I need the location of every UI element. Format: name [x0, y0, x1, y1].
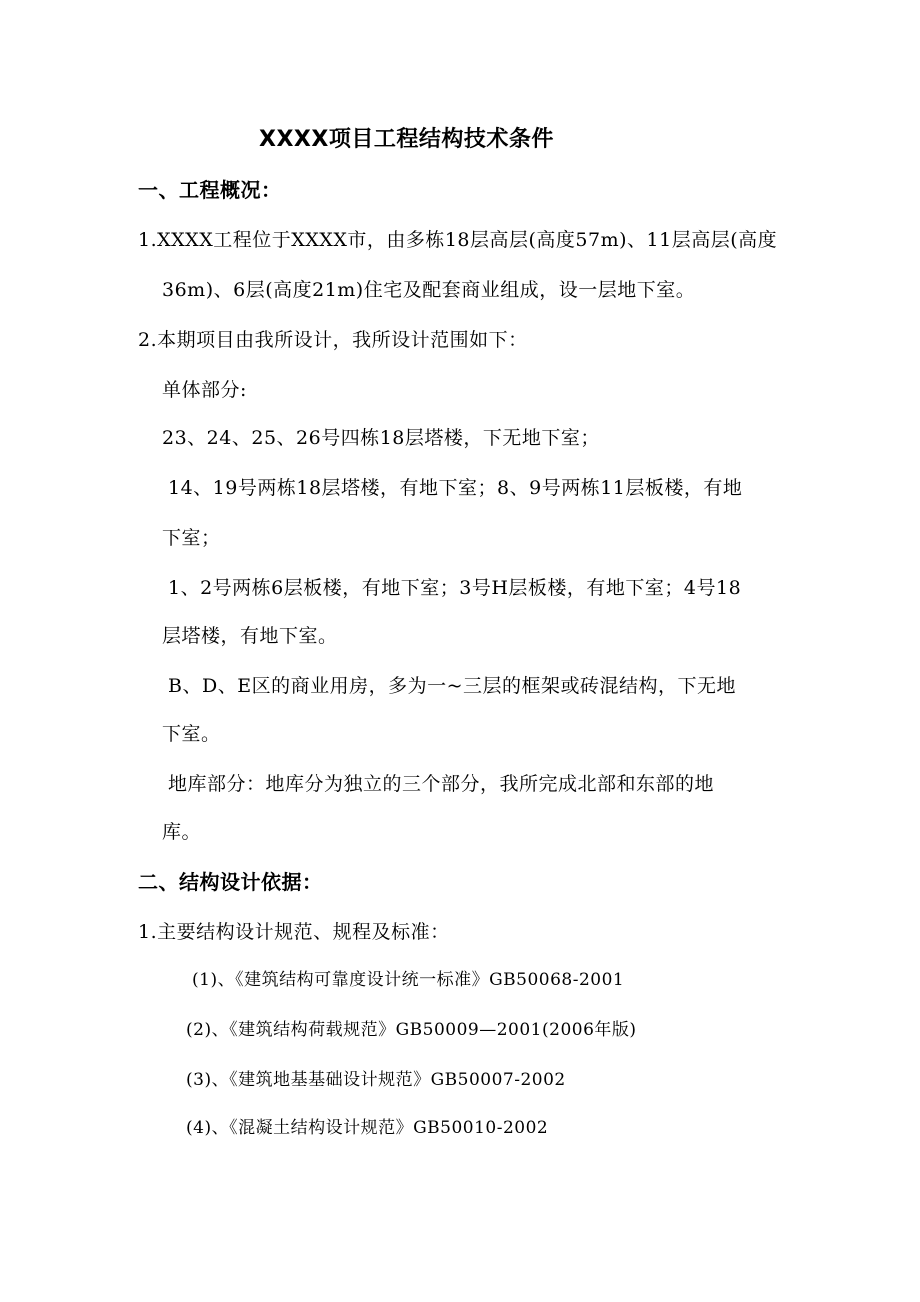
paragraph-standards-intro: 1.主要结构设计规范、规程及标准：: [138, 921, 450, 943]
standard-item-3: (3)、《建筑地基基础设计规范》GB50007-2002: [186, 1070, 566, 1090]
paragraph-location-line2: 36m)、6层(高度21m)住宅及配套商业组成，设一层地下室。: [162, 279, 696, 301]
list-item-towers-23-26: 23、24、25、26号四栋18层塔楼，下无地下室；: [162, 427, 600, 449]
subheading-single-buildings: 单体部分:: [162, 379, 247, 401]
document-title: XXXX项目工程结构技术条件: [259, 127, 554, 152]
list-item-commercial-line1: B、D、E区的商业用房，多为一~三层的框架或砖混结构，下无地: [168, 675, 736, 697]
section-heading-overview: 一、工程概况：: [138, 178, 282, 202]
paragraph-scope: 2.本期项目由我所设计，我所设计范围如下：: [138, 329, 528, 351]
paragraph-location-line1: 1.XXXX工程位于XXXX市，由多栋18层高层(高度57m)、11层高层(高度: [138, 229, 778, 251]
standard-item-1: (1)、《建筑结构可靠度设计统一标准》GB50068-2001: [192, 970, 625, 990]
list-item-commercial-line2: 下室。: [162, 723, 221, 745]
standard-item-4: (4)、《混凝土结构设计规范》GB50010-2002: [186, 1118, 549, 1138]
list-item-towers-14-19-line1: 14、19号两栋18层塔楼，有地下室；8、9号两栋11层板楼，有地: [168, 477, 743, 499]
paragraph-garage-line1: 地库部分：地库分为独立的三个部分，我所完成北部和东部的地: [168, 773, 715, 795]
list-item-towers-14-19-line2: 下室；: [162, 527, 221, 549]
list-item-buildings-1-4-line1: 1、2号两栋6层板楼，有地下室；3号H层板楼，有地下室；4号18: [168, 577, 742, 599]
list-item-buildings-1-4-line2: 层塔楼，有地下室。: [162, 625, 338, 647]
standard-item-2: (2)、《建筑结构荷载规范》GB50009—2001(2006年版): [186, 1020, 637, 1040]
paragraph-garage-line2: 库。: [162, 821, 202, 843]
section-heading-design-basis: 二、结构设计依据：: [138, 870, 323, 894]
